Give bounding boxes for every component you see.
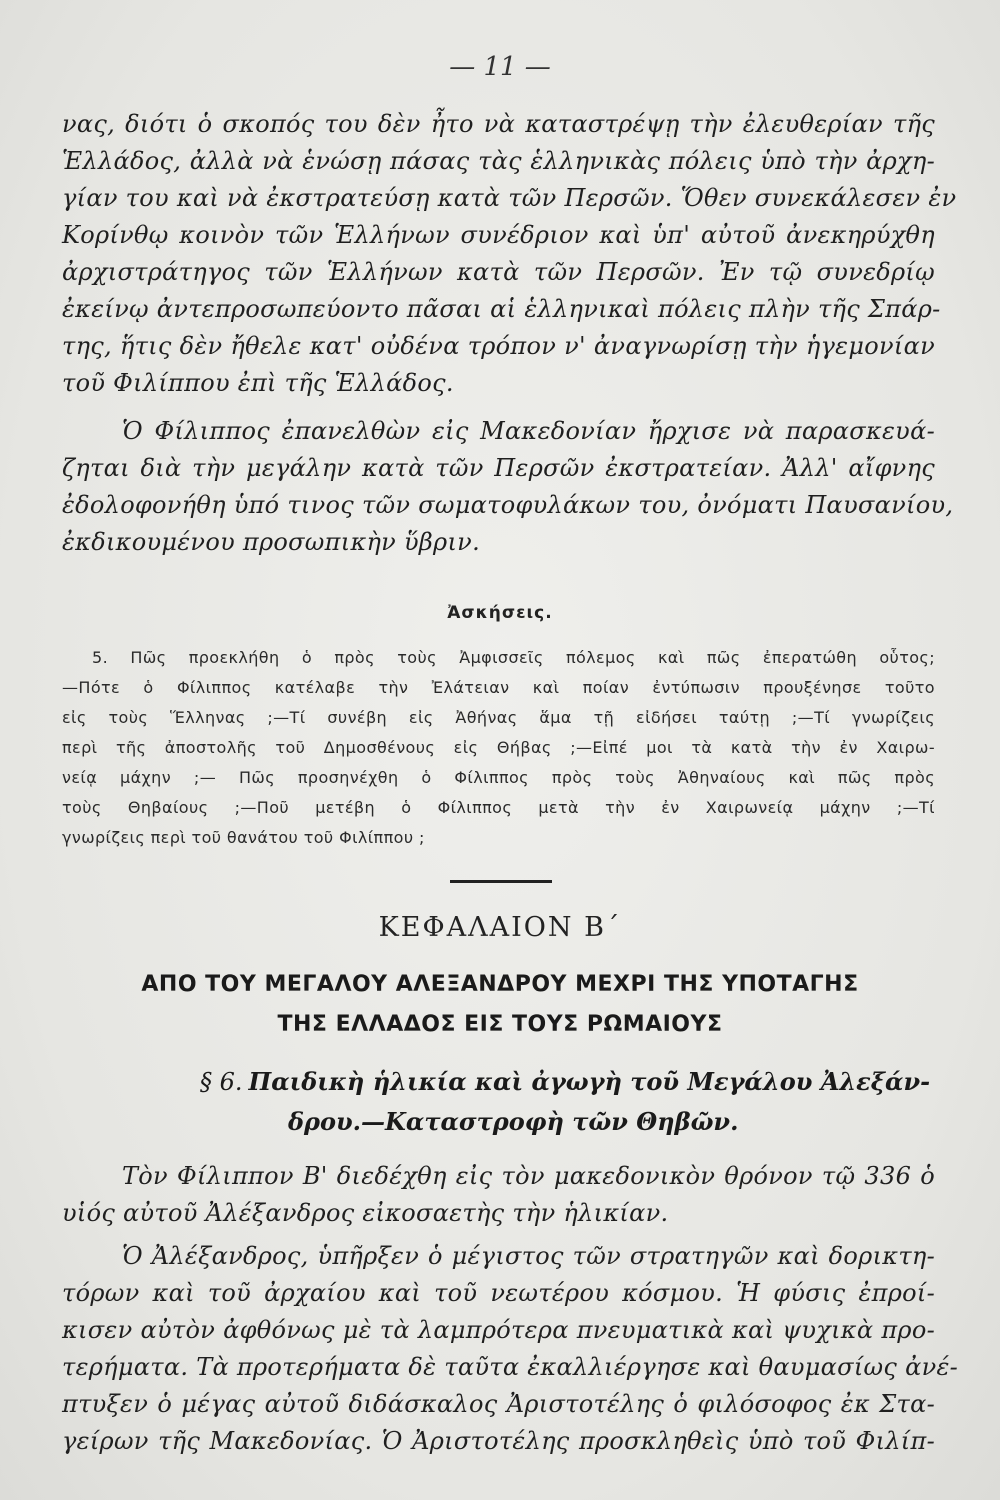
exercise-line: τοὺς Θηβαίους ;—Ποῦ μετέβη ὁ Φίλιππος μετὰ τὴν ἐν Χαιρωνείᾳ μάχην ;—Τί [62, 798, 935, 817]
text-line: υἱός αὐτοῦ Ἀλέξανδρος εἰκοσαετὴς τὴν ἡλικίαν. [62, 1199, 669, 1227]
exercise-line: εἰς τοὺς Ἕλληνας ;—Τί συνέβη εἰς Ἀθήνας ἅμα τῇ εἰδήσει ταύτῃ ;—Τί γνωρίζεις [62, 708, 935, 727]
section-symbol: § 6. [200, 1068, 243, 1096]
exercise-line: —Πότε ὁ Φίλιππος κατέλαβε τὴν Ἐλάτειαν καὶ ποίαν ἐντύπωσιν προυξένησε τοῦτο [62, 678, 935, 697]
text-line: γείρων τῆς Μακεδονίας. Ὁ Ἀριστοτέλης προσκληθεὶς ὑπὸ τοῦ Φιλίπ- [62, 1427, 935, 1455]
exercise-line: γνωρίζεις περὶ τοῦ θανάτου τοῦ Φιλίππου ; [62, 828, 425, 847]
exercises-title: Ἀσκήσεις. [447, 603, 553, 623]
text-line: Τὸν Φίλιππον Β' διεδέχθη εἰς τὸν μακεδονικὸν θρόνον τῷ 336 ὁ [122, 1162, 935, 1190]
page-number: — 11 — [449, 52, 551, 82]
text-line: τόρων καὶ τοῦ ἀρχαίου καὶ τοῦ νεωτέρου κόσμου. Ἡ φύσις ἐπροί- [62, 1279, 935, 1307]
chapter-title: ΚΕΦΑΛΑΙΟΝ Β΄ [378, 912, 622, 943]
text-line: τοῦ Φιλίππου ἐπὶ τῆς Ἑλλάδος. [62, 369, 454, 397]
section-heading-line: δρου.—Καταστροφὴ τῶν Θηβῶν. [288, 1107, 739, 1136]
text-line: Ὁ Φίλιππος ἐπανελθὼν εἰς Μακεδονίαν ἤρχισε νὰ παρασκευά- [122, 417, 935, 445]
text-line: κισεν αὐτὸν ἀφθόνως μὲ τὰ λαμπρότερα πνευματικὰ καὶ ψυχικὰ προ- [62, 1316, 935, 1344]
chapter-subtitle-line: ΑΠΟ ΤΟΥ ΜΕΓΑΛΟΥ ΑΛΕΞΑΝΔΡΟΥ ΜΕΧΡΙ ΤΗΣ ΥΠΟΤΑΓΗΣ [141, 972, 859, 997]
text-line: της, ἥτις δὲν ἤθελε κατ' οὐδένα τρόπον ν' ἀναγνωρίσῃ τὴν ἡγεμονίαν [62, 332, 935, 360]
text-line: νας, διότι ὁ σκοπός του δὲν ἦτο νὰ καταστρέψῃ τὴν ἐλευθερίαν τῆς [62, 110, 935, 138]
section-divider [450, 880, 552, 883]
section-heading-text: Παιδικὴ ἡλικία καὶ ἀγωγὴ τοῦ Μεγάλου Ἀλεξάν- [248, 1067, 931, 1096]
text-line: πτυξεν ὁ μέγας αὐτοῦ διδάσκαλος Ἀριστοτέλης ὁ φιλόσοφος ἐκ Στα- [62, 1390, 935, 1418]
text-line: Κορίνθῳ κοινὸν τῶν Ἑλλήνων συνέδριον καὶ ὑπ' αὐτοῦ ἀνεκηρύχθη [62, 221, 935, 249]
text-line: ἐδολοφονήθη ὑπό τινος τῶν σωματοφυλάκων του, ὀνόματι Παυσανίου, [62, 491, 954, 519]
exercise-line: περὶ τῆς ἀποστολῆς τοῦ Δημοσθένους εἰς Θήβας ;—Εἰπέ μοι τὰ κατὰ τὴν ἐν Χαιρω- [62, 738, 935, 757]
section-heading-line [200, 1067, 930, 1096]
text-line: ἐκείνῳ ἀντεπροσωπεύοντο πᾶσαι αἱ ἑλληνικαὶ πόλεις πλὴν τῆς Σπάρ- [62, 295, 941, 323]
chapter-subtitle-line: ΤΗΣ ΕΛΛΑΔΟΣ ΕΙΣ ΤΟΥΣ ΡΩΜΑΙΟΥΣ [277, 1012, 723, 1037]
exercise-line: νείᾳ μάχην ;— Πῶς προσηνέχθη ὁ Φίλιππος πρὸς τοὺς Ἀθηναίους καὶ πῶς πρὸς [62, 768, 935, 787]
text-line: γίαν του καὶ νὰ ἐκστρατεύσῃ κατὰ τῶν Περσῶν. Ὅθεν συνεκάλεσεν ἐν [62, 184, 957, 212]
text-line: ζηται διὰ τὴν μεγάλην κατὰ τῶν Περσῶν ἐκστρατείαν. Ἀλλ' αἴφνης [62, 454, 935, 482]
text-line: ἐκδικουμένου προσωπικὴν ὕβριν. [62, 528, 480, 556]
text-line: τερήματα. Τὰ προτερήματα δὲ ταῦτα ἐκαλλιέργησε καὶ θαυμασίως ἀνέ- [62, 1353, 959, 1381]
text-line: Ὁ Ἀλέξανδρος, ὑπῆρξεν ὁ μέγιστος τῶν στρατηγῶν καὶ δορικτη- [122, 1242, 935, 1270]
text-line: ἀρχιστράτηγος τῶν Ἑλλήνων κατὰ τῶν Περσῶν. Ἐν τῷ συνεδρίῳ [62, 258, 935, 286]
text-line: Ἑλλάδος, ἀλλὰ νὰ ἑνώσῃ πάσας τὰς ἑλληνικὰς πόλεις ὑπὸ τὴν ἀρχη- [62, 147, 935, 175]
exercise-line: 5. Πῶς προεκλήθη ὁ πρὸς τοὺς Ἀμφισσεῖς πόλεμος καὶ πῶς ἐπερατώθη οὗτος; [92, 648, 935, 667]
